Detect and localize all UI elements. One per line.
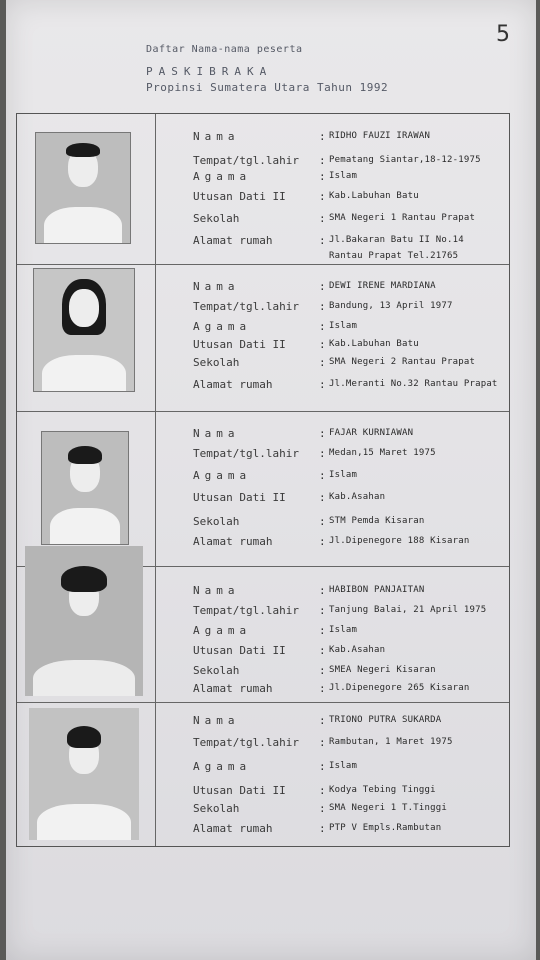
value-utusan: Kodya Tebing Tinggi (329, 785, 436, 795)
label-nama: Nama (193, 584, 240, 597)
participant-row (17, 702, 509, 846)
label-nama: Nama (193, 280, 240, 293)
label-alamat: Alamat rumah (193, 822, 273, 835)
colon: : (319, 190, 326, 203)
colon: : (319, 822, 326, 835)
label-agama: Agama (193, 624, 252, 637)
page-number: 5 (496, 22, 510, 47)
colon: : (319, 320, 326, 333)
label-ttl: Tempat/tgl.lahir (193, 604, 299, 617)
label-sekolah: Sekolah (193, 515, 240, 528)
photo-cell (17, 411, 156, 566)
participant-row (17, 566, 509, 703)
value-alamat: Jl.Bakaran Batu II No.14 (329, 235, 464, 245)
label-alamat: Alamat rumah (193, 535, 273, 548)
colon: : (319, 338, 326, 351)
label-utusan: Utusan Dati II (193, 190, 286, 203)
colon: : (319, 624, 326, 637)
photo-cell (17, 114, 156, 264)
colon: : (319, 280, 326, 293)
label-utusan: Utusan Dati II (193, 338, 286, 351)
participant-photo (35, 132, 131, 244)
label-utusan: Utusan Dati II (193, 491, 286, 504)
value-utusan: Kab.Labuhan Batu (329, 339, 419, 349)
value-ttl: Rambutan, 1 Maret 1975 (329, 737, 453, 747)
document-header (146, 44, 388, 94)
label-alamat: Alamat rumah (193, 378, 273, 391)
participant-row (17, 264, 509, 412)
value-ttl: Pematang Siantar,18-12-1975 (329, 155, 481, 165)
colon: : (319, 535, 326, 548)
colon: : (319, 604, 326, 617)
participant-photo (25, 546, 143, 696)
photo-cell (17, 264, 156, 411)
colon: : (319, 356, 326, 369)
value-agama: Islam (329, 171, 358, 181)
label-utusan: Utusan Dati II (193, 784, 286, 797)
colon: : (319, 714, 326, 727)
value-alamat: Jl.Meranti No.32 Rantau Prapat (329, 379, 498, 389)
value-sekolah: SMA Negeri 1 Rantau Prapat (329, 213, 476, 223)
colon: : (319, 736, 326, 749)
label-nama: Nama (193, 130, 240, 143)
colon: : (319, 212, 326, 225)
value-agama: Islam (329, 625, 358, 635)
value-sekolah: SMEA Negeri Kisaran (329, 665, 436, 675)
value-utusan: Kab.Asahan (329, 645, 386, 655)
colon: : (319, 802, 326, 815)
header-line-2: PASKIBRAKA (146, 65, 273, 78)
value-alamat: Jl.Dipenegore 188 Kisaran (329, 536, 470, 546)
colon: : (319, 378, 326, 391)
participant-row (17, 411, 509, 567)
value-ttl: Bandung, 13 April 1977 (329, 301, 453, 311)
colon: : (319, 427, 326, 440)
label-sekolah: Sekolah (193, 802, 240, 815)
value-sekolah: STM Pemda Kisaran (329, 516, 425, 526)
value-ttl: Tanjung Balai, 21 April 1975 (329, 605, 487, 615)
label-utusan: Utusan Dati II (193, 644, 286, 657)
value-alamat-line-2: Rantau Prapat Tel.21765 (329, 251, 459, 261)
colon: : (319, 130, 326, 143)
colon: : (319, 682, 326, 695)
label-alamat: Alamat rumah (193, 234, 273, 247)
label-nama: Nama (193, 714, 240, 727)
label-agama: Agama (193, 469, 252, 482)
document-page (6, 0, 536, 960)
label-nama: Nama (193, 427, 240, 440)
colon: : (319, 760, 326, 773)
value-sekolah: SMA Negeri 2 Rantau Prapat (329, 357, 476, 367)
value-utusan: Kab.Labuhan Batu (329, 191, 419, 201)
colon: : (319, 491, 326, 504)
colon: : (319, 515, 326, 528)
colon: : (319, 584, 326, 597)
value-agama: Islam (329, 321, 358, 331)
colon: : (319, 300, 326, 313)
label-alamat: Alamat rumah (193, 682, 273, 695)
label-sekolah: Sekolah (193, 664, 240, 677)
colon: : (319, 447, 326, 460)
value-alamat: PTP V Empls.Rambutan (329, 823, 442, 833)
colon: : (319, 644, 326, 657)
value-agama: Islam (329, 761, 358, 771)
label-ttl: Tempat/tgl.lahir (193, 300, 299, 313)
colon: : (319, 234, 326, 247)
header-line-3: Propinsi Sumatera Utara Tahun 1992 (146, 81, 389, 94)
value-agama: Islam (329, 470, 358, 480)
label-agama: Agama (193, 170, 252, 183)
colon: : (319, 154, 326, 167)
colon: : (319, 170, 326, 183)
label-sekolah: Sekolah (193, 212, 240, 225)
photo-cell (17, 566, 156, 702)
colon: : (319, 664, 326, 677)
value-nama: DEWI IRENE MARDIANA (329, 281, 436, 291)
photo-cell (17, 702, 156, 846)
value-nama: TRIONO PUTRA SUKARDA (329, 715, 442, 725)
colon: : (319, 784, 326, 797)
value-alamat: Jl.Dipenegore 265 Kisaran (329, 683, 470, 693)
participant-row (17, 114, 509, 265)
label-ttl: Tempat/tgl.lahir (193, 154, 299, 167)
value-nama: FAJAR KURNIAWAN (329, 428, 414, 438)
label-ttl: Tempat/tgl.lahir (193, 736, 299, 749)
value-ttl: Medan,15 Maret 1975 (329, 448, 436, 458)
label-agama: Agama (193, 760, 252, 773)
value-nama: HABIBON PANJAITAN (329, 585, 425, 595)
value-nama: RIDHO FAUZI IRAWAN (329, 131, 431, 141)
label-agama: Agama (193, 320, 252, 333)
participant-photo (29, 708, 139, 840)
value-sekolah: SMA Negeri 1 T.Tinggi (329, 803, 447, 813)
header-line-1: Daftar Nama-nama peserta (146, 44, 303, 55)
participant-photo (33, 268, 135, 392)
value-utusan: Kab.Asahan (329, 492, 386, 502)
participants-table (16, 113, 510, 847)
label-sekolah: Sekolah (193, 356, 240, 369)
colon: : (319, 469, 326, 482)
label-ttl: Tempat/tgl.lahir (193, 447, 299, 460)
participant-photo (41, 431, 129, 545)
